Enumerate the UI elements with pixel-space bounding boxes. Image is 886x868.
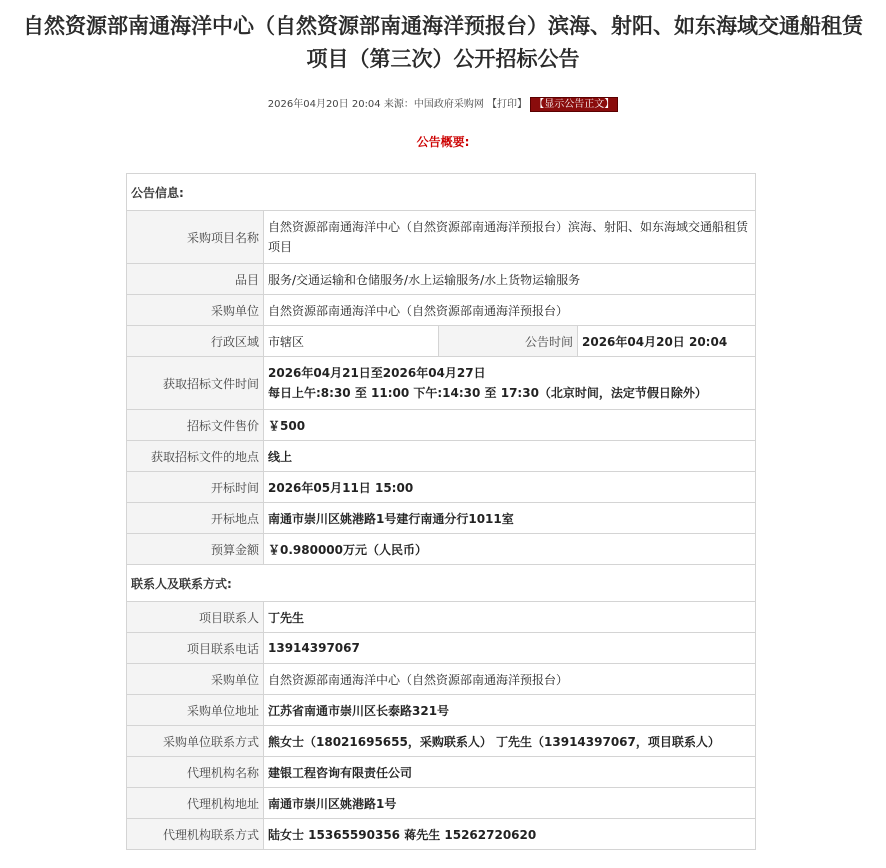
row-label: 品目: [127, 264, 264, 295]
project-phone-value: 13914397067: [264, 633, 756, 664]
open-time-value: 2026年05月11日 15:00: [264, 472, 756, 503]
row-label: 代理机构名称: [127, 757, 264, 788]
row-label: 项目联系电话: [127, 633, 264, 664]
table-row: [127, 633, 756, 664]
table-row: [127, 174, 756, 211]
budget-value: ￥0.980000万元（人民币）: [264, 534, 756, 565]
open-place-value: 南通市崇川区姚港路1号建行南通分行1011室: [264, 503, 756, 534]
summary-heading: 公告概要:: [416, 135, 470, 149]
publish-datetime: 2026年04月20日 20:04: [267, 99, 381, 110]
print-button[interactable]: 【打印】: [487, 99, 528, 110]
row-label: 公告时间: [439, 326, 578, 357]
row-label: 行政区域: [127, 326, 264, 357]
publish-time-value: 2026年04月20日 20:04: [578, 326, 756, 357]
table-row: [127, 602, 756, 633]
table-row: [127, 788, 756, 819]
table-row: [127, 503, 756, 534]
row-label: 开标时间: [127, 472, 264, 503]
row-label: 采购单位: [127, 664, 264, 695]
doc-time-hours: 每日上午:8:30 至 11:00 下午:14:30 至 17:30（北京时间，法定节假日除外）: [268, 386, 707, 400]
section-header-info: 公告信息:: [127, 174, 756, 211]
table-row: [127, 295, 756, 326]
agency-name-value: 建银工程咨询有限责任公司: [264, 757, 756, 788]
purchaser-value: 自然资源部南通海洋中心（自然资源部南通海洋预报台）: [264, 664, 756, 695]
table-row: [127, 357, 756, 410]
table-row: [127, 664, 756, 695]
table-row: [127, 326, 756, 357]
table-row: [127, 211, 756, 264]
announcement-table: [126, 173, 756, 850]
source-prefix: 来源：: [383, 99, 414, 110]
table-row: [127, 695, 756, 726]
announcement-meta: [0, 98, 886, 112]
row-label: 采购单位: [127, 295, 264, 326]
project-contact-value: 丁先生: [264, 602, 756, 633]
row-label: 获取招标文件时间: [127, 357, 264, 410]
row-label: 采购单位联系方式: [127, 726, 264, 757]
doc-place-value: 线上: [264, 441, 756, 472]
agency-contact-value: 陆女士 15365590356 蒋先生 15262720620: [264, 819, 756, 850]
page-title: 自然资源部南通海洋中心（自然资源部南通海洋预报台）滨海、射阳、如东海域交通船租赁项目（第三次）公开招标公告: [23, 14, 863, 71]
table-row: [127, 565, 756, 602]
row-label: 代理机构地址: [127, 788, 264, 819]
category-value: 服务/交通运输和仓储服务/水上运输服务/水上货物运输服务: [264, 264, 756, 295]
show-full-text-button[interactable]: 【显示公告正文】: [530, 97, 618, 112]
project-name-value: 自然资源部南通海洋中心（自然资源部南通海洋预报台）滨海、射阳、如东海域交通船租赁项目: [264, 211, 756, 264]
table-row: [127, 410, 756, 441]
section-header-contacts: 联系人及联系方式:: [127, 565, 756, 602]
row-label: 代理机构联系方式: [127, 819, 264, 850]
table-row: [127, 757, 756, 788]
row-label: 采购项目名称: [127, 211, 264, 264]
doc-time-dates: 2026年04月21日至2026年04月27日: [268, 366, 486, 380]
table-row: [127, 472, 756, 503]
table-row: [127, 819, 756, 850]
agency-address-value: 南通市崇川区姚港路1号: [264, 788, 756, 819]
doc-time-value: [264, 357, 756, 410]
table-row: [127, 264, 756, 295]
purchaser-value: 自然资源部南通海洋中心（自然资源部南通海洋预报台）: [264, 295, 756, 326]
row-label: 招标文件售价: [127, 410, 264, 441]
purchaser-contact-value: 熊女士（18021695655，采购联系人） 丁先生（13914397067，项目联系人）: [264, 726, 756, 757]
row-label: 预算金额: [127, 534, 264, 565]
table-row: [127, 441, 756, 472]
row-label: 采购单位地址: [127, 695, 264, 726]
table-row: [127, 534, 756, 565]
row-label: 获取招标文件的地点: [127, 441, 264, 472]
table-row: [127, 726, 756, 757]
doc-price-value: ￥500: [264, 410, 756, 441]
source-name: 中国政府采购网: [413, 99, 484, 110]
purchaser-address-value: 江苏省南通市崇川区长泰路321号: [264, 695, 756, 726]
row-label: 项目联系人: [127, 602, 264, 633]
row-label: 开标地点: [127, 503, 264, 534]
region-value: 市辖区: [264, 326, 439, 357]
